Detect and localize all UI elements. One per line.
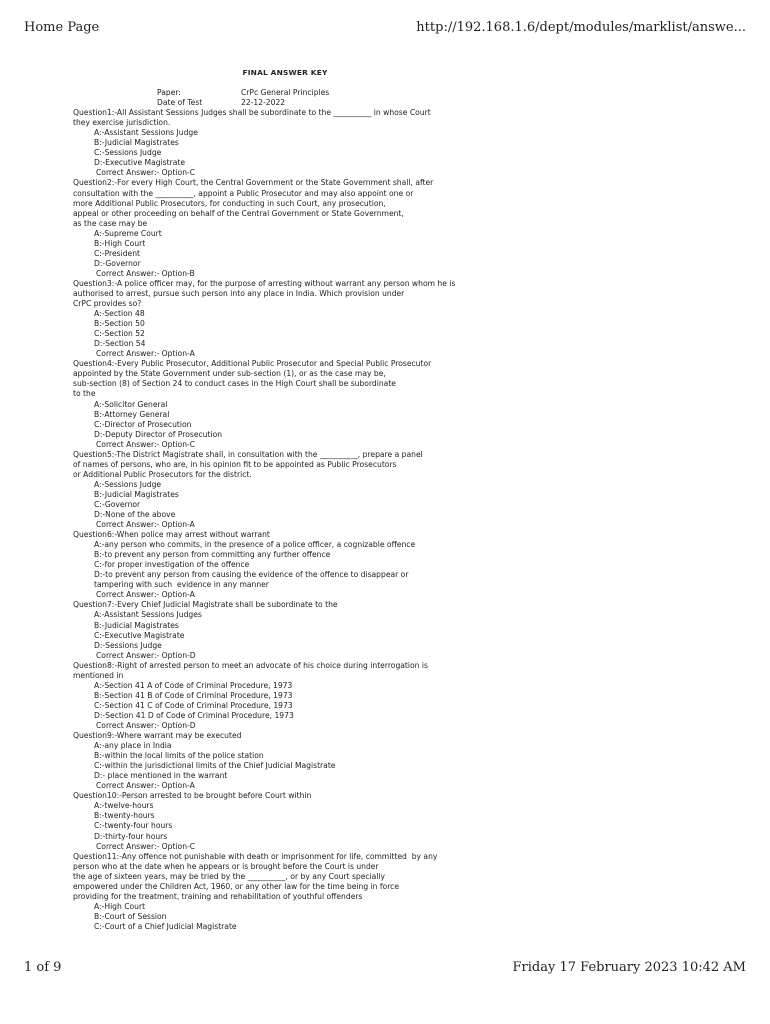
correct-answer: Correct Answer:- Option-C: [96, 439, 196, 449]
question-text-line: Question7:-Every Chief Judicial Magistrate shall be subordinate to the: [73, 600, 338, 610]
question-block: [73, 359, 513, 449]
question-block: [73, 530, 513, 600]
question-text-line: Question11:-Any offence not punishable with death or imprisonment for life, committed by any: [73, 851, 438, 861]
question-block: [73, 731, 513, 791]
question-text-line: sub-section (8) of Section 24 to conduct cases in the High Court shall be subordinate: [73, 379, 396, 389]
test-meta: [157, 88, 513, 108]
answer-option: A:-Solicitor General: [94, 399, 168, 409]
question-text-line: they exercise jurisdiction.: [73, 118, 171, 128]
correct-answer: Correct Answer:- Option-A: [96, 520, 195, 530]
question-text-line: appeal or other proceeding on behalf of the Central Government or State Government,: [73, 208, 404, 218]
correct-answer: Correct Answer:- Option-A: [96, 781, 195, 791]
paper-value: CrPc General Principles: [241, 88, 330, 98]
answer-option: A:-High Court: [94, 901, 146, 911]
question-text-line: providing for the treatment, training and rehabilitation of youthful offenders: [73, 891, 363, 901]
date-value: 22-12-2022: [241, 98, 286, 108]
question-text-line: to the: [73, 389, 96, 399]
question-block: [73, 661, 513, 731]
question-text-line: empowered under the Children Act, 1960, or any other law for the time being in force: [73, 881, 400, 891]
answer-option: A:-Section 48: [94, 309, 145, 319]
question-block: [73, 178, 513, 278]
question-text-line: authorised to arrest, pursue such person into any place in India. Which provision under: [73, 288, 405, 298]
answer-option: D:-Governor: [94, 258, 141, 268]
answer-option: D:-Section 41 D of Code of Criminal Procedure, 1973: [94, 710, 294, 720]
date-label: Date of Test: [157, 98, 203, 108]
answer-option: A:-any place in India: [94, 741, 172, 751]
answer-option: A:-any person who commits, in the presence of a police officer, a cognizable offence: [94, 540, 416, 550]
question-text-line: person who at the date when he appears or is brought before the Court is under: [73, 861, 379, 871]
answer-option: B:-to prevent any person from committing any further offence: [94, 550, 331, 560]
document-title: FINAL ANSWER KEY: [242, 68, 328, 77]
answer-option: C:-Executive Magistrate: [94, 630, 185, 640]
answer-option: C:-Section 41 C of Code of Criminal Procedure, 1973: [94, 700, 293, 710]
question-text-line: Question2:-For every High Court, the Central Government or the State Government shall, after: [73, 178, 434, 188]
header-home-link[interactable]: Home Page: [24, 20, 100, 35]
answer-option: C:-twenty-four hours: [94, 821, 173, 831]
question-text-line: Question3:-A police officer may, for the purpose of arresting without warrant any person whom he is: [73, 278, 456, 288]
question-text-line: Question9:-Where warrant may be executed: [73, 731, 242, 741]
answer-option: B:-Judicial Magistrates: [94, 620, 179, 630]
question-text-line: Question4:-Every Public Prosecutor, Additional Public Prosecutor and Special Public Prosecutor: [73, 359, 432, 369]
question-text-line: the age of sixteen years, may be tried by the __________, or by any Court specially: [73, 871, 386, 881]
answer-option: D:-Deputy Director of Prosecution: [94, 429, 223, 439]
question-block: [73, 108, 513, 178]
question-block: [73, 279, 513, 359]
page-number: 1 of 9: [24, 960, 62, 975]
answer-option: A:-Assistant Sessions Judges: [94, 610, 202, 620]
correct-answer: Correct Answer:- Option-C: [96, 841, 196, 851]
answer-option: A:-Supreme Court: [94, 228, 162, 238]
correct-answer: Correct Answer:- Option-A: [96, 349, 195, 359]
correct-answer: Correct Answer:- Option-B: [96, 268, 195, 278]
answer-option: B:-Section 41 B of Code of Criminal Procedure, 1973: [94, 690, 293, 700]
answer-option: C:-Section 52: [94, 329, 145, 339]
answer-option: C:-President: [94, 248, 141, 258]
answer-option: D:-Section 54: [94, 339, 146, 349]
answer-option: D:- place mentioned in the warrant: [94, 771, 228, 781]
answer-option: A:-Section 41 A of Code of Criminal Procedure, 1973: [94, 680, 293, 690]
answer-option: D:-None of the above: [94, 510, 176, 520]
print-datetime: Friday 17 February 2023 10:42 AM: [512, 960, 746, 975]
answer-option: A:-Assistant Sessions Judge: [94, 128, 198, 138]
answer-option: B:-within the local limits of the police station: [94, 751, 264, 761]
answer-option: C:-Sessions Judge: [94, 148, 162, 158]
answer-option: B:-High Court: [94, 238, 146, 248]
answer-option: D:-thirty-four hours: [94, 831, 168, 841]
date-row: [157, 98, 513, 108]
answer-option: C:-within the jurisdictional limits of the Chief Judicial Magistrate: [94, 761, 336, 771]
question-text-line: more Additional Public Prosecutors, for conducting in such Court, any prosecution,: [73, 198, 386, 208]
question-block: [73, 600, 513, 660]
question-text-line: appointed by the State Government under sub-section (1), or as the case may be,: [73, 369, 386, 379]
answer-option: A:-Sessions Judge: [94, 479, 162, 489]
header-url: http://192.168.1.6/dept/modules/marklist/answe...: [416, 20, 746, 35]
answer-option: C:-Director of Prosecution: [94, 419, 192, 429]
answer-option: B:-Judicial Magistrates: [94, 138, 179, 148]
question-text-line: as the case may be: [73, 218, 148, 228]
question-block: [73, 791, 513, 851]
question-text-line: mentioned in: [73, 670, 124, 680]
question-block: [73, 450, 513, 530]
question-block: [73, 852, 513, 932]
answer-option: B:-Judicial Magistrates: [94, 489, 179, 499]
question-text-line: Question10:-Person arrested to be brought before Court within: [73, 791, 312, 801]
answer-option: D:-Executive Magistrate: [94, 158, 186, 168]
paper-row: [157, 88, 513, 98]
question-text-line: CrPC provides so?: [73, 299, 142, 309]
correct-answer: Correct Answer:- Option-C: [96, 168, 196, 178]
answer-option: D:-Sessions Judge: [94, 640, 162, 650]
correct-answer: Correct Answer:- Option-D: [96, 721, 196, 730]
answer-option: B:-Court of Session: [94, 911, 167, 921]
answer-key-document: [73, 68, 513, 932]
question-text-line: consultation with the __________, appoint a Public Prosecutor and may also appoint one or: [73, 188, 414, 198]
question-text-line: Question8:-Right of arrested person to meet an advocate of his choice during interrogation is: [73, 660, 428, 670]
answer-option: C:-Court of a Chief Judicial Magistrate: [94, 921, 237, 931]
question-text-line: Question5:-The District Magistrate shall, in consultation with the __________, prepare a panel: [73, 449, 423, 459]
answer-option: B:-Attorney General: [94, 409, 170, 419]
answer-option: D:-to prevent any person from causing the evidence of the offence to disappear or tampering with such evidence in any manner: [94, 570, 409, 590]
question-text-line: or Additional Public Prosecutors for the district.: [73, 469, 252, 479]
paper-label: Paper:: [157, 88, 181, 98]
question-text-line: Question1:-All Assistant Sessions Judges shall be subordinate to the __________ in whose Court: [73, 108, 431, 118]
answer-option: C:-for proper investigation of the offence: [94, 560, 250, 570]
answer-option: B:-Section 50: [94, 319, 145, 329]
question-list: [73, 108, 513, 932]
question-text-line: of names of persons, who are, in his opinion fit to be appointed as Public Prosecutors: [73, 459, 397, 469]
correct-answer: Correct Answer:- Option-D: [96, 650, 196, 660]
correct-answer: Correct Answer:- Option-A: [96, 590, 195, 600]
question-text-line: Question6:-When police may arrest without warrant: [73, 530, 270, 540]
answer-option: C:-Governor: [94, 499, 141, 509]
answer-option: A:-twelve-hours: [94, 801, 154, 811]
answer-option: B:-twenty-hours: [94, 811, 155, 821]
